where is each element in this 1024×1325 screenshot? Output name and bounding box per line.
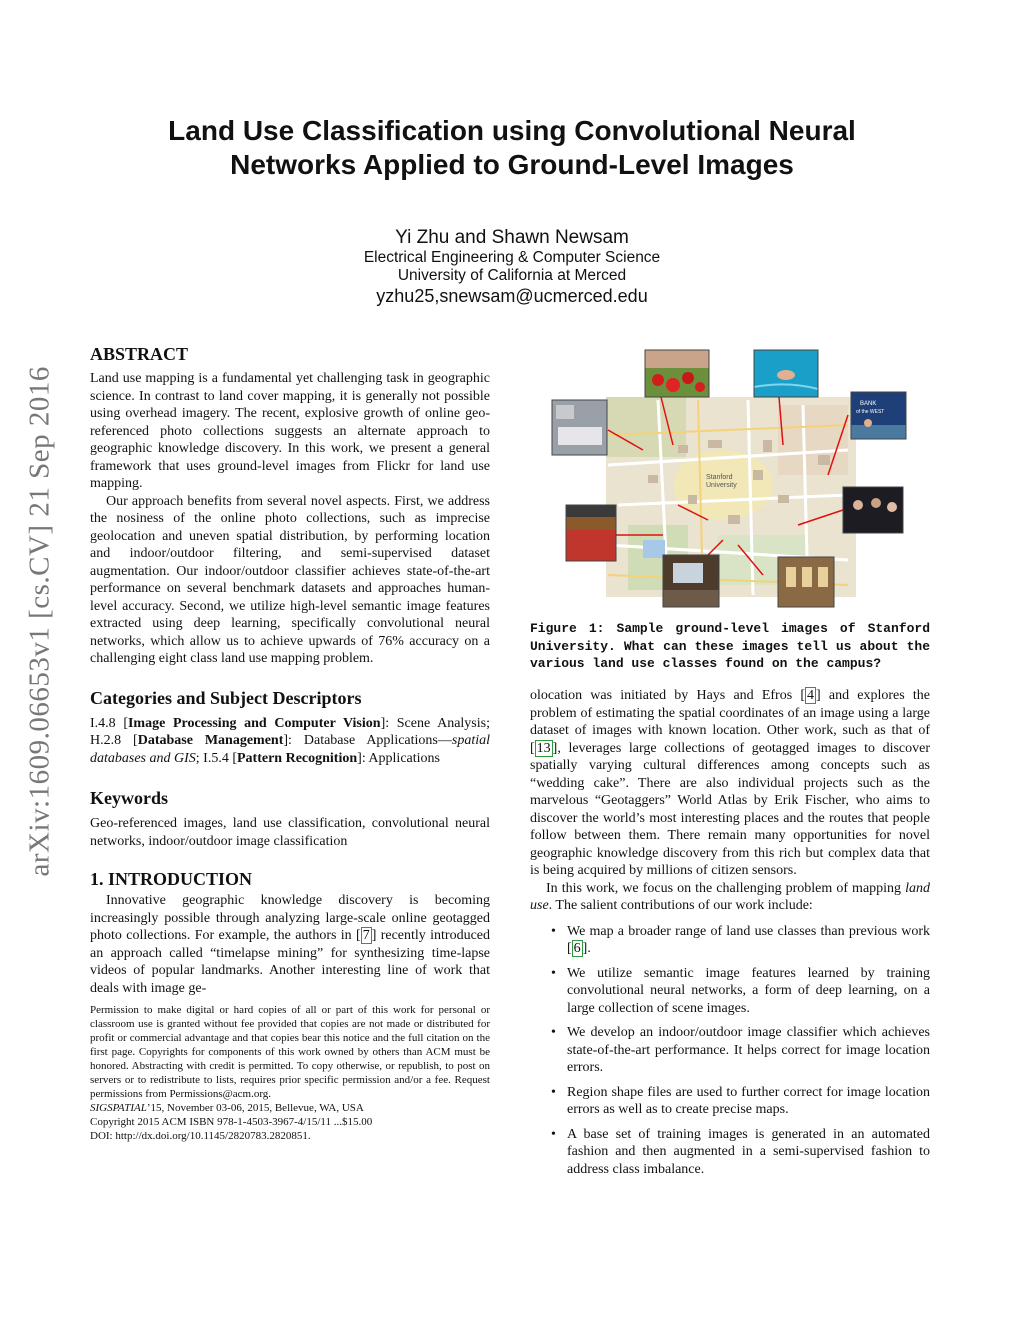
- copyright-line: Copyright 2015 ACM ISBN 978-1-4503-3967-4/15/11 ...$15.00: [90, 1116, 373, 1128]
- keywords-text: Geo-referenced images, land use classification, convolutional neural networks, indoor/outdoor image classification: [90, 816, 490, 849]
- bullet-1-text: We map a broader range of land use classes than previous work: [567, 923, 930, 939]
- cat-rest-3: ]: Applications: [357, 750, 440, 766]
- citation-7[interactable]: 7: [362, 928, 370, 943]
- categories-heading: Categories and Subject Descriptors: [90, 687, 362, 708]
- author-block: [0, 227, 1024, 307]
- cat-bold-1: Image Processing and Computer Vision: [127, 715, 381, 731]
- map-label-stanford: Stanford: [706, 474, 733, 481]
- list-item: • A base set of training images is generated in an automated fashion and then augmented in a semi-supervised fashion to address class imbalance.: [530, 1126, 930, 1179]
- list-item: • Region shape files are used to further correct for image location errors as well as to create precise maps.: [530, 1084, 930, 1119]
- introduction-paragraph: Innovative geographic knowledge discovery is becoming increasingly possible through analyzing large-scale online geotagged photo collections. For example, the authors in [ 7 ] recently introduced an approach called “timelapse mining” for synthesizing time-lapse videos of popular landmarks. Another interesting line of work that deals with image ge-: [90, 893, 490, 996]
- conference-details: ’15, November 03-06, 2015, Bellevue, WA, USA: [146, 1102, 364, 1114]
- right-paragraph-1: olocation was initiated by Hays and Efros [ 4 ] and explores the problem of estimating the spatial coordinates of an image using a large dataset of images with known location. Other work, such as that of [ 13 ], leverages large collections of geotagged images to discover spatially varying cultural differences among concepts such as “wedding cake”. There are also individual projects such as the marvelous “Geotaggers” World Atlas by Erik Fischer, who aims to discover the world’s most interesting places and the routes that people follow between them. There remain many opportunities for novel geographic knowledge discovery from this rich but complex data that is being acquired by millions of citizen sensors.: [530, 688, 931, 878]
- abstract-paragraph-2: Our approach benefits from several novel aspects. First, we address the nosiness of the online photo collections, such as imprecise geolocation and uneven spatial distribution, by performing location and indoor/outdoor filtering, and semi-supervised dataset augmentation. Our indoor/outdoor classifier achieves state-of-the-art performance on several benchmark datasets and approaches human-level accuracy. Second, we utilize high-level semantic image features extracted using deep learning, specifically convolutional neural networks, which allow us to achieve upwards of 76% accuracy on a challenging eight class land use mapping problem.: [90, 493, 490, 666]
- right-text-2a: In this work, we focus on the challenging problem of mapping: [546, 880, 906, 896]
- introduction-heading: 1. INTRODUCTION: [90, 869, 253, 889]
- title-line-2: Networks Applied to Ground-Level Images: [230, 149, 794, 180]
- cat-rest-1: ]: Scene Analysis; H.2.8 [: [90, 715, 490, 748]
- contributions-list: [530, 923, 930, 1179]
- map-lake: [643, 540, 665, 558]
- arxiv-identifier: arXiv:1609.06653v1 [cs.CV] 21 Sep 2016: [23, 366, 56, 877]
- author-dept: Electrical Engineering & Computer Science: [363, 249, 661, 266]
- photo-garden: [645, 350, 709, 397]
- list-item: • We utilize semantic image features learned by training convolutional neural networks, a form of deep learning, on a large collection of scene images.: [530, 965, 930, 1018]
- list-item: • We develop an indoor/outdoor image classifier which achieves state-of-the-art performance. It helps correct for image location errors.: [530, 1024, 930, 1077]
- intro-text-1: Innovative geographic knowledge discovery is becoming increasingly possible through analyzing large-scale online geotagged photo collections. For example, the authors in: [90, 893, 490, 943]
- cat-code-3: ; I.5.4 [: [195, 750, 237, 766]
- cat-bold-2: Database Management: [137, 733, 284, 748]
- left-column: [90, 343, 490, 1143]
- bullet-1-end: .: [587, 941, 591, 956]
- right-paragraph-2: [530, 880, 930, 915]
- sign-text-1: BANK: [860, 401, 877, 407]
- photo-party: [843, 487, 903, 533]
- photo-stadium: [566, 505, 616, 561]
- map-label-university: University: [706, 482, 737, 489]
- right-text-1a: olocation was initiated by Hays and Efros: [530, 688, 801, 703]
- citation-13[interactable]: 13: [536, 740, 551, 756]
- cat-rest-2: ]: Database Applications—: [283, 733, 452, 748]
- photo-bedroom: [552, 400, 607, 455]
- intro-text-2: recently introduced an approach called “timelapse mining” for synthesizing time-lapse videos of popular landmarks. Another interesting line of work that deals with image ge-: [90, 928, 490, 996]
- paper-title: [0, 114, 1024, 182]
- right-column: [530, 687, 930, 1185]
- cat-bold-3: Pattern Recognition: [237, 750, 358, 766]
- author-names: Yi Zhu and Shawn Newsam: [395, 227, 629, 248]
- right-text-2b: . The salient contributions of our work include:: [548, 898, 813, 913]
- figure-1-graphic: [548, 345, 910, 610]
- permission-notice: [90, 1003, 490, 1143]
- photo-church: [778, 557, 834, 607]
- figure-1: [548, 345, 910, 610]
- right-text-1b: and explores the problem of estimating the spatial coordinates of an image using a large dataset of images with known location. Other work, such as that of: [530, 688, 931, 738]
- citation-4[interactable]: 4: [807, 688, 815, 703]
- permission-text: Permission to make digital or hard copies of all or part of this work for personal or classroom use is granted without fee provided that copies are not made or distributed for profit or commercial advantage and that copies bear this notice and the full citation on the first page. Copyrights for components of this work owned by others than ACM must be honored. Abstracting with credit is permitted. To copy otherwise, or republish, to post on servers or to redistribute to lists, requires prior specific permission and/or a fee. Request permissions from Permissions@acm.org.: [90, 1004, 490, 1100]
- right-text-2-italic: land use: [530, 880, 930, 913]
- abstract-heading: ABSTRACT: [90, 344, 189, 364]
- right-text-1c: , leverages large collections of geotagged images to discover spatially varying cultural differences among concepts such as “wedding cake”. There are also individual projects such as the marvelous “Geotaggers” World Atlas by Erik Fischer, who aims to discover the world’s most interesting places and the routes that people follow between them. There remain many opportunities for novel geographic knowledge discovery from this rich but complex data that is being acquired by millions of citizen sensors.: [530, 740, 930, 878]
- photo-classroom: [663, 555, 719, 607]
- cat-ital-2: spatial databases and GIS: [90, 733, 490, 766]
- conference-name: SIGSPATIAL: [90, 1102, 147, 1114]
- map-zone-ne: [778, 405, 848, 475]
- abstract-paragraph-1: Land use mapping is a fundamental yet challenging task in geographic science. In contrast to land cover mapping, it is generally not possible using overhead imagery. The recent, explosive growth of online geo-referenced photo collections suggests an alternate approach to geographic knowledge discovery. In this work, we present a general framework that uses ground-level images from Flickr for land use mapping.: [90, 371, 490, 491]
- categories-text: [90, 715, 490, 768]
- author-univ: University of California at Merced: [397, 267, 627, 284]
- author-email: yzhu25,snewsam@ucmerced.edu: [376, 286, 648, 306]
- sign-text-2: of the WEST: [856, 409, 885, 415]
- list-item: • We map a broader range of land use classes than previous work [ 6 ].: [530, 923, 930, 958]
- figure-1-caption: Figure 1: Sample ground-level images of Stanford University. What can these images tell us about the various land use classes found on the campus?: [530, 621, 930, 671]
- title-line-1: Land Use Classification using Convolutional Neural: [168, 115, 856, 146]
- keywords-heading: Keywords: [90, 788, 168, 808]
- map-zone-nw: [606, 397, 686, 457]
- photo-tennis-sign: [851, 392, 906, 439]
- photo-swimming: [754, 350, 818, 397]
- citation-6[interactable]: 6: [573, 941, 581, 956]
- conference-line: [90, 1101, 490, 1115]
- cat-code-1: I.4.8 [: [90, 715, 128, 731]
- doi-line: DOI: http://dx.doi.org/10.1145/2820783.2820851.: [90, 1130, 311, 1142]
